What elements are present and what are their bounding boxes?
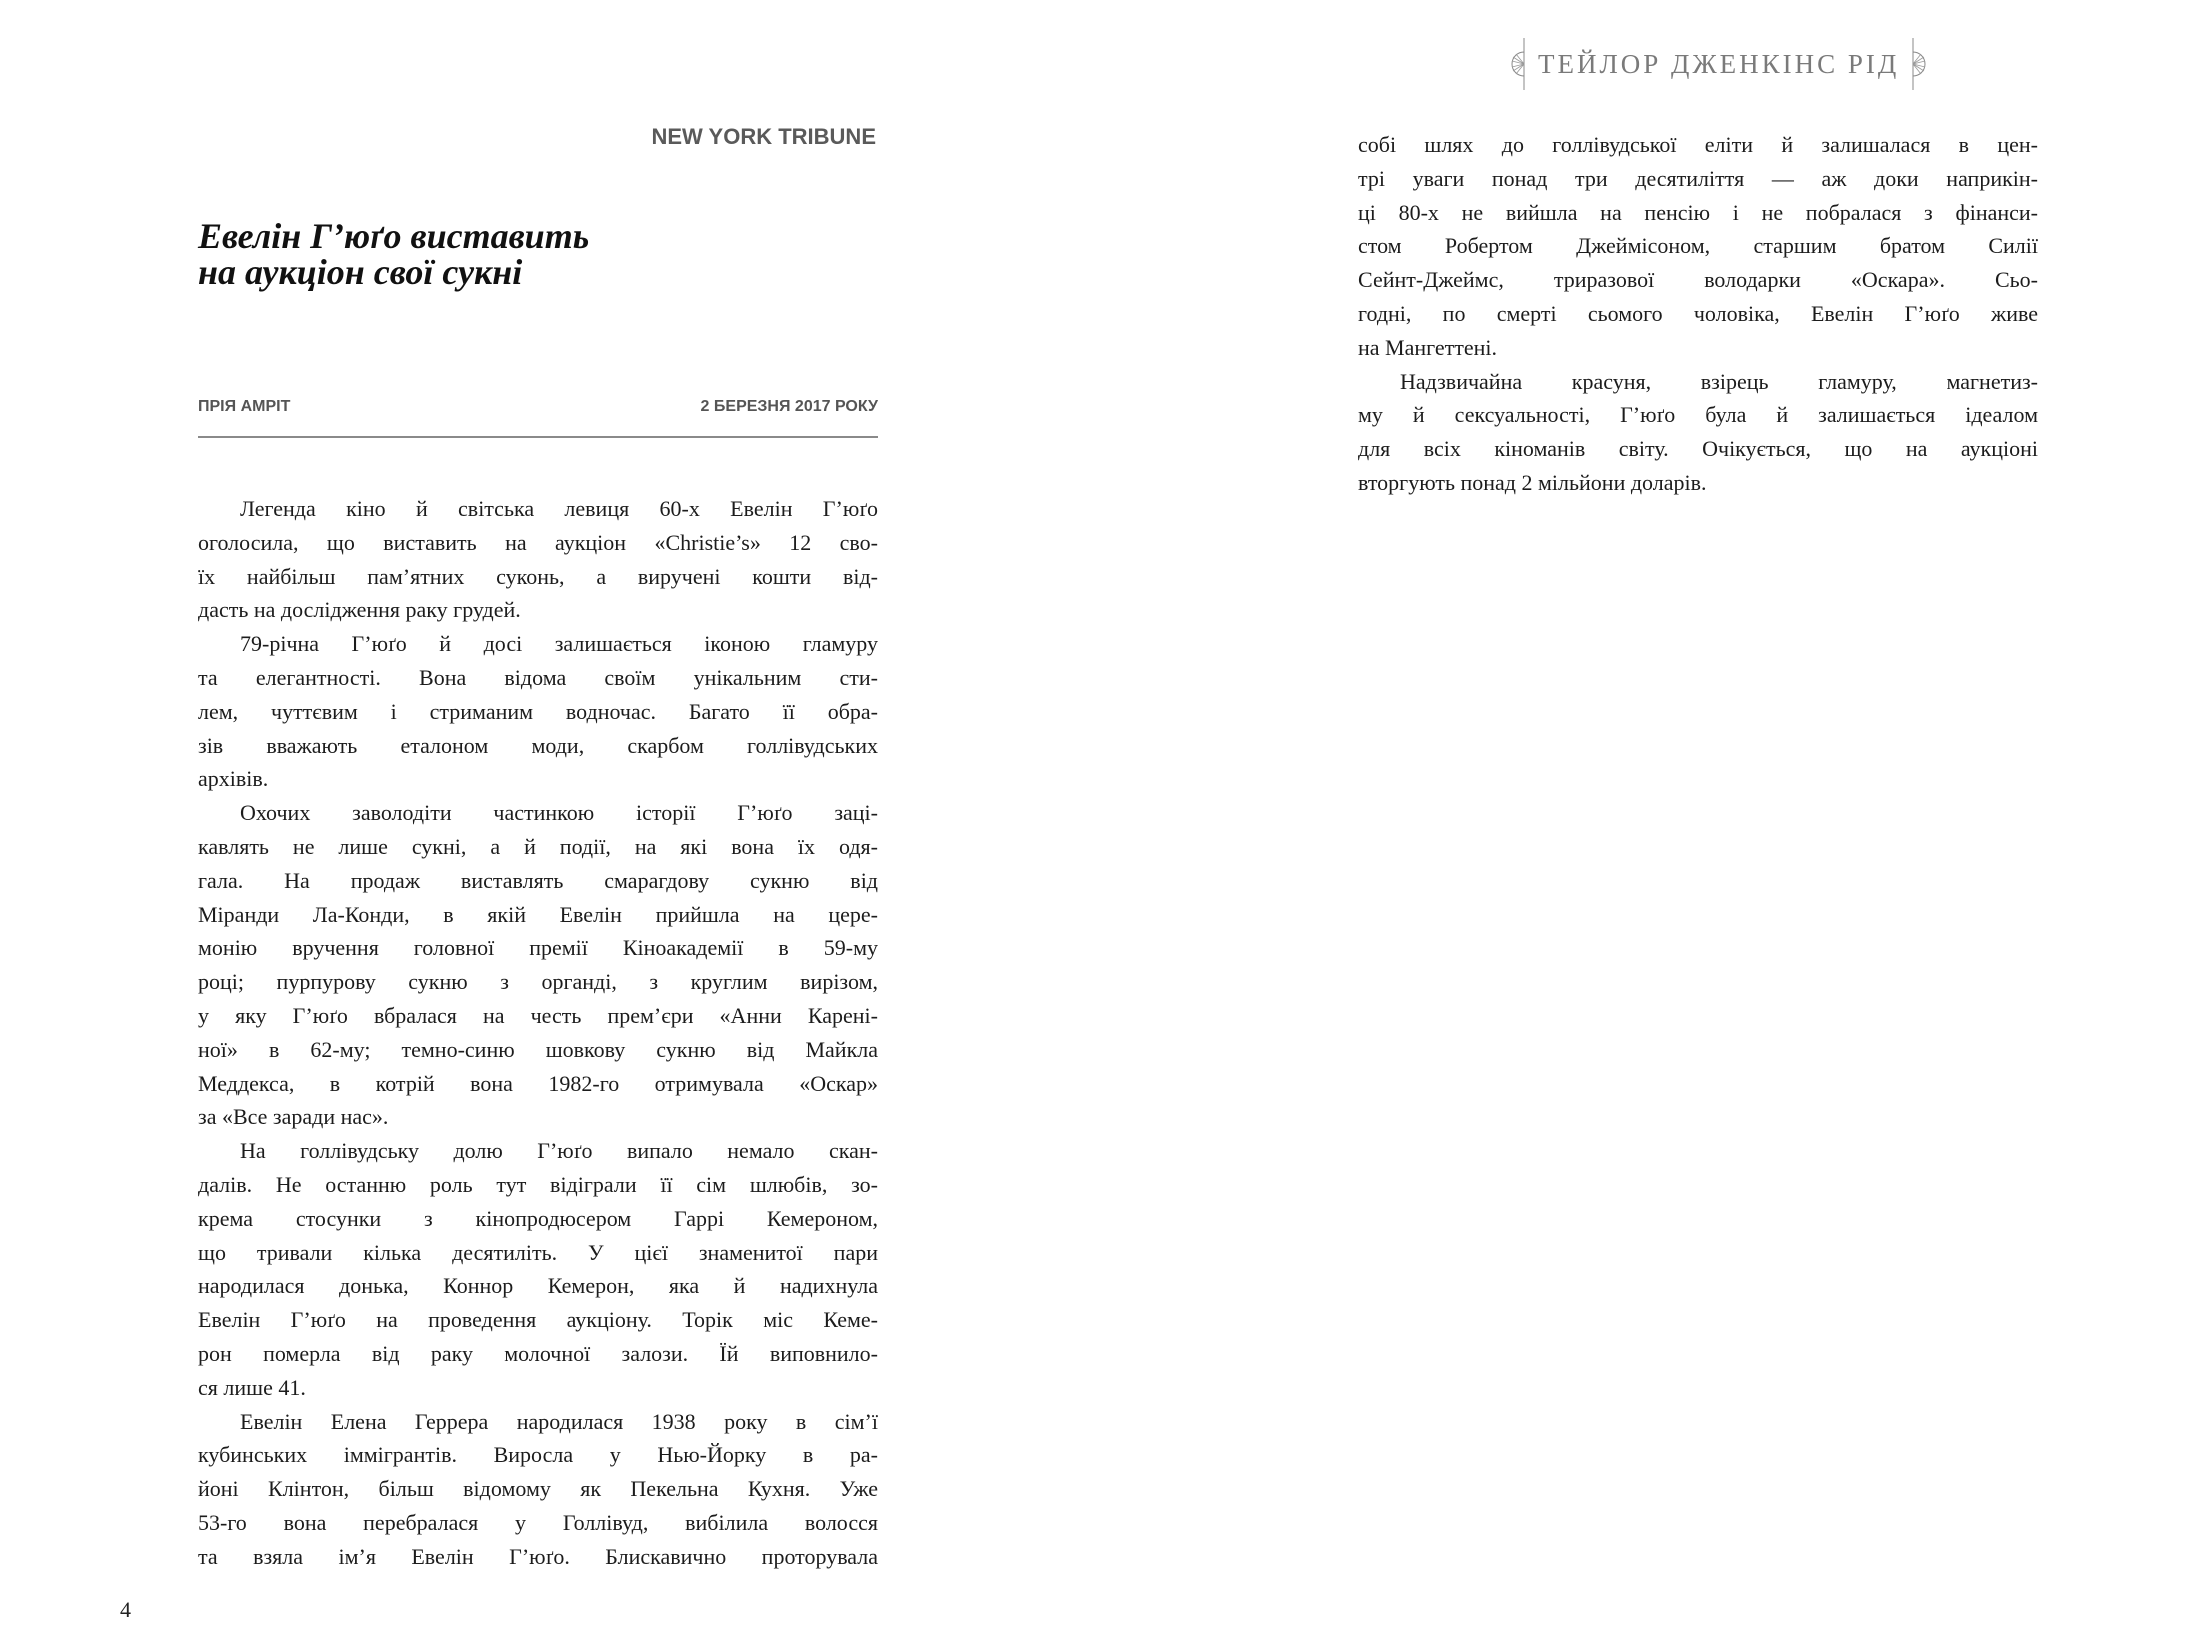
- text-line-content: дасть на дослідження раку грудей.: [198, 597, 521, 623]
- text-line-content: Охочих заволодіти частинкою історії Г’юґо заці-: [240, 800, 878, 826]
- text-line: [198, 1472, 878, 1506]
- text-line-content: та взяла ім’я Евелін Г’юґо. Блискавично проторувала: [198, 1543, 878, 1569]
- text-line: [1358, 128, 2038, 162]
- text-line-content: лем, чуттєвим і стриманим водночас. Багато її обра-: [198, 698, 878, 724]
- paragraph: [198, 1405, 878, 1574]
- text-line-content: для всіх кіноманів світу. Очікується, що на аукціоні: [1358, 436, 2038, 462]
- article-body-right-column: [1358, 128, 2038, 500]
- right-page: [1100, 0, 2200, 1650]
- running-head: [1508, 36, 1929, 92]
- page-number: 4: [120, 1597, 131, 1622]
- text-line: [198, 1337, 878, 1371]
- text-line-content: ної» в 62-му; темно-синю шовкову сукню від Майкла: [198, 1036, 878, 1062]
- text-line-content: 79-річна Г’юґо й досі залишається іконою гламуру: [240, 631, 878, 657]
- text-line: [1358, 297, 2038, 331]
- text-line: [1358, 365, 2038, 399]
- text-line: [198, 1269, 878, 1303]
- text-line-content: далів. Не останню роль тут відіграли її сім шлюбів, зо-: [198, 1171, 878, 1197]
- text-line-content: рон померла від раку молочної залози. Їй виповнило-: [198, 1340, 878, 1366]
- paragraph: [198, 627, 878, 796]
- text-line: [198, 1168, 878, 1202]
- text-line: [1358, 432, 2038, 466]
- text-line: [198, 1371, 878, 1405]
- article-author: ПРІЯ АМРІТ: [198, 398, 291, 415]
- article-date: 2 БЕРЕЗНЯ 2017 РОКУ: [700, 398, 878, 415]
- text-line-content: ся лише 41.: [198, 1374, 306, 1400]
- text-line: [198, 1202, 878, 1236]
- text-line: [1358, 263, 2038, 297]
- text-line: [198, 1236, 878, 1270]
- headline-line: на аукціон свої сукні: [198, 252, 523, 292]
- text-line: [198, 1438, 878, 1472]
- byline-divider: [198, 436, 878, 438]
- fan-ornament-icon: [1508, 36, 1530, 92]
- text-line: [198, 627, 878, 661]
- publication-masthead: NEW YORK TRIBUNE: [651, 124, 876, 149]
- text-line-content: йоні Клінтон, більш відомому як Пекельна Кухня. Уже: [198, 1476, 878, 1502]
- article-headline: [198, 218, 878, 290]
- text-line-content: їх найбільш пам’ятних суконь, а виручені кошти від-: [198, 563, 878, 589]
- text-line-content: народилася донька, Коннор Кемерон, яка й надихнула: [198, 1273, 878, 1299]
- text-line-content: кавлять не лише сукні, а й події, на які вона їх одя-: [198, 833, 878, 859]
- text-line-content: архівів.: [198, 766, 269, 792]
- text-line: [198, 560, 878, 594]
- paragraph: [1358, 128, 2038, 365]
- byline: [198, 398, 878, 416]
- text-line: [198, 999, 878, 1033]
- text-line-content: Евелін Г’юґо на проведення аукціону. Торік міс Кеме-: [198, 1307, 878, 1333]
- text-line-content: Міранди Ла-Конди, в якій Евелін прийшла на цере-: [198, 901, 878, 927]
- text-line: [198, 1303, 878, 1337]
- paragraph: [198, 796, 878, 1134]
- paragraph: [198, 1134, 878, 1404]
- paragraph: [198, 492, 878, 627]
- text-line-content: у яку Г’юґо вбралася на честь прем’єри «Анни Карені-: [198, 1002, 878, 1028]
- text-line: [1358, 466, 2038, 500]
- text-line-content: зів вважають еталоном моди, скарбом голлівудських: [198, 732, 878, 758]
- text-line-content: Надзвичайна красуня, взірець гламуру, магнетиз-: [1400, 368, 2038, 394]
- text-line: [198, 796, 878, 830]
- text-line: [198, 898, 878, 932]
- text-line: [198, 1033, 878, 1067]
- headline-line: Евелін Г’юґо виставить: [198, 216, 590, 256]
- text-line: [1358, 162, 2038, 196]
- article-body-left-column: [198, 492, 878, 1574]
- text-line-content: трі уваги понад три десятиліття — аж доки наприкін-: [1358, 165, 2038, 191]
- text-line: [198, 1067, 878, 1101]
- paragraph: [1358, 365, 2038, 500]
- text-line: [198, 830, 878, 864]
- text-line: [1358, 398, 2038, 432]
- text-line-content: крема стосунки з кінопродюсером Гаррі Кемероном,: [198, 1205, 878, 1231]
- text-line: [198, 492, 878, 526]
- text-line-content: Сейнт-Джеймс, триразової володарки «Оскара». Сьо-: [1358, 267, 2038, 293]
- fan-ornament-icon: [1907, 36, 1929, 92]
- text-line-content: ці 80-х не вийшла на пенсію і не побралася з фінанси-: [1358, 199, 2038, 225]
- text-line-content: році; пурпурову сукню з органді, з круглим вирізом,: [198, 969, 878, 995]
- text-line: [1358, 331, 2038, 365]
- text-line: [1358, 196, 2038, 230]
- text-line-content: монію вручення головної премії Кіноакадемії в 59-му: [198, 935, 878, 961]
- text-line-content: 53-го вона перебралася у Голлівуд, вибілила волосся: [198, 1509, 878, 1535]
- text-line-content: На голлівудську долю Г’юґо випало немало скан-: [240, 1138, 878, 1164]
- text-line-content: гала. На продаж виставлять смарагдову сукню від: [198, 867, 878, 893]
- text-line: [198, 695, 878, 729]
- running-head-author: ТЕЙЛОР ДЖЕНКІНС РІД: [1538, 48, 1900, 79]
- text-line: [198, 1134, 878, 1168]
- text-line-content: стом Робертом Джеймісоном, старшим братом Силії: [1358, 233, 2038, 259]
- text-line: [198, 1506, 878, 1540]
- text-line-content: Легенда кіно й світська левиця 60-х Евелін Г’юґо: [240, 496, 878, 521]
- text-line-content: оголосила, що виставить на аукціон «Christie’s» 12 сво-: [198, 529, 878, 555]
- text-line: [198, 1100, 878, 1134]
- text-line: [198, 1540, 878, 1574]
- text-line: [198, 864, 878, 898]
- text-line: [198, 965, 878, 999]
- text-line: [198, 526, 878, 560]
- text-line-content: кубинських іммігрантів. Виросла у Нью-Йорку в ра-: [198, 1442, 878, 1468]
- text-line-content: собі шлях до голлівудської еліти й залишалася в цен-: [1358, 132, 2038, 157]
- text-line-content: му й сексуальності, Г’юґо була й залишається ідеалом: [1358, 402, 2038, 428]
- text-line: [1358, 229, 2038, 263]
- text-line-content: Меддекса, в котрій вона 1982-го отримувала «Оскар»: [198, 1070, 878, 1096]
- text-line-content: та елегантності. Вона відома своїм унікальним сти-: [198, 664, 878, 690]
- text-line-content: на Мангеттені.: [1358, 334, 1498, 360]
- text-line: [198, 593, 878, 627]
- text-line-content: за «Все заради нас».: [198, 1104, 389, 1130]
- text-line: [198, 762, 878, 796]
- text-line-content: що тривали кілька десятиліть. У цієї знаменитої пари: [198, 1239, 878, 1265]
- text-line: [198, 661, 878, 695]
- text-line-content: Евелін Елена Геррера народилася 1938 року в сім’ї: [240, 1408, 878, 1434]
- text-line: [198, 931, 878, 965]
- text-line: [198, 1405, 878, 1439]
- text-line-content: годні, по смерті сьомого чоловіка, Евелін Г’юґо живе: [1358, 300, 2038, 326]
- text-line: [198, 729, 878, 763]
- text-line-content: вторгують понад 2 мільйони доларів.: [1358, 469, 1707, 495]
